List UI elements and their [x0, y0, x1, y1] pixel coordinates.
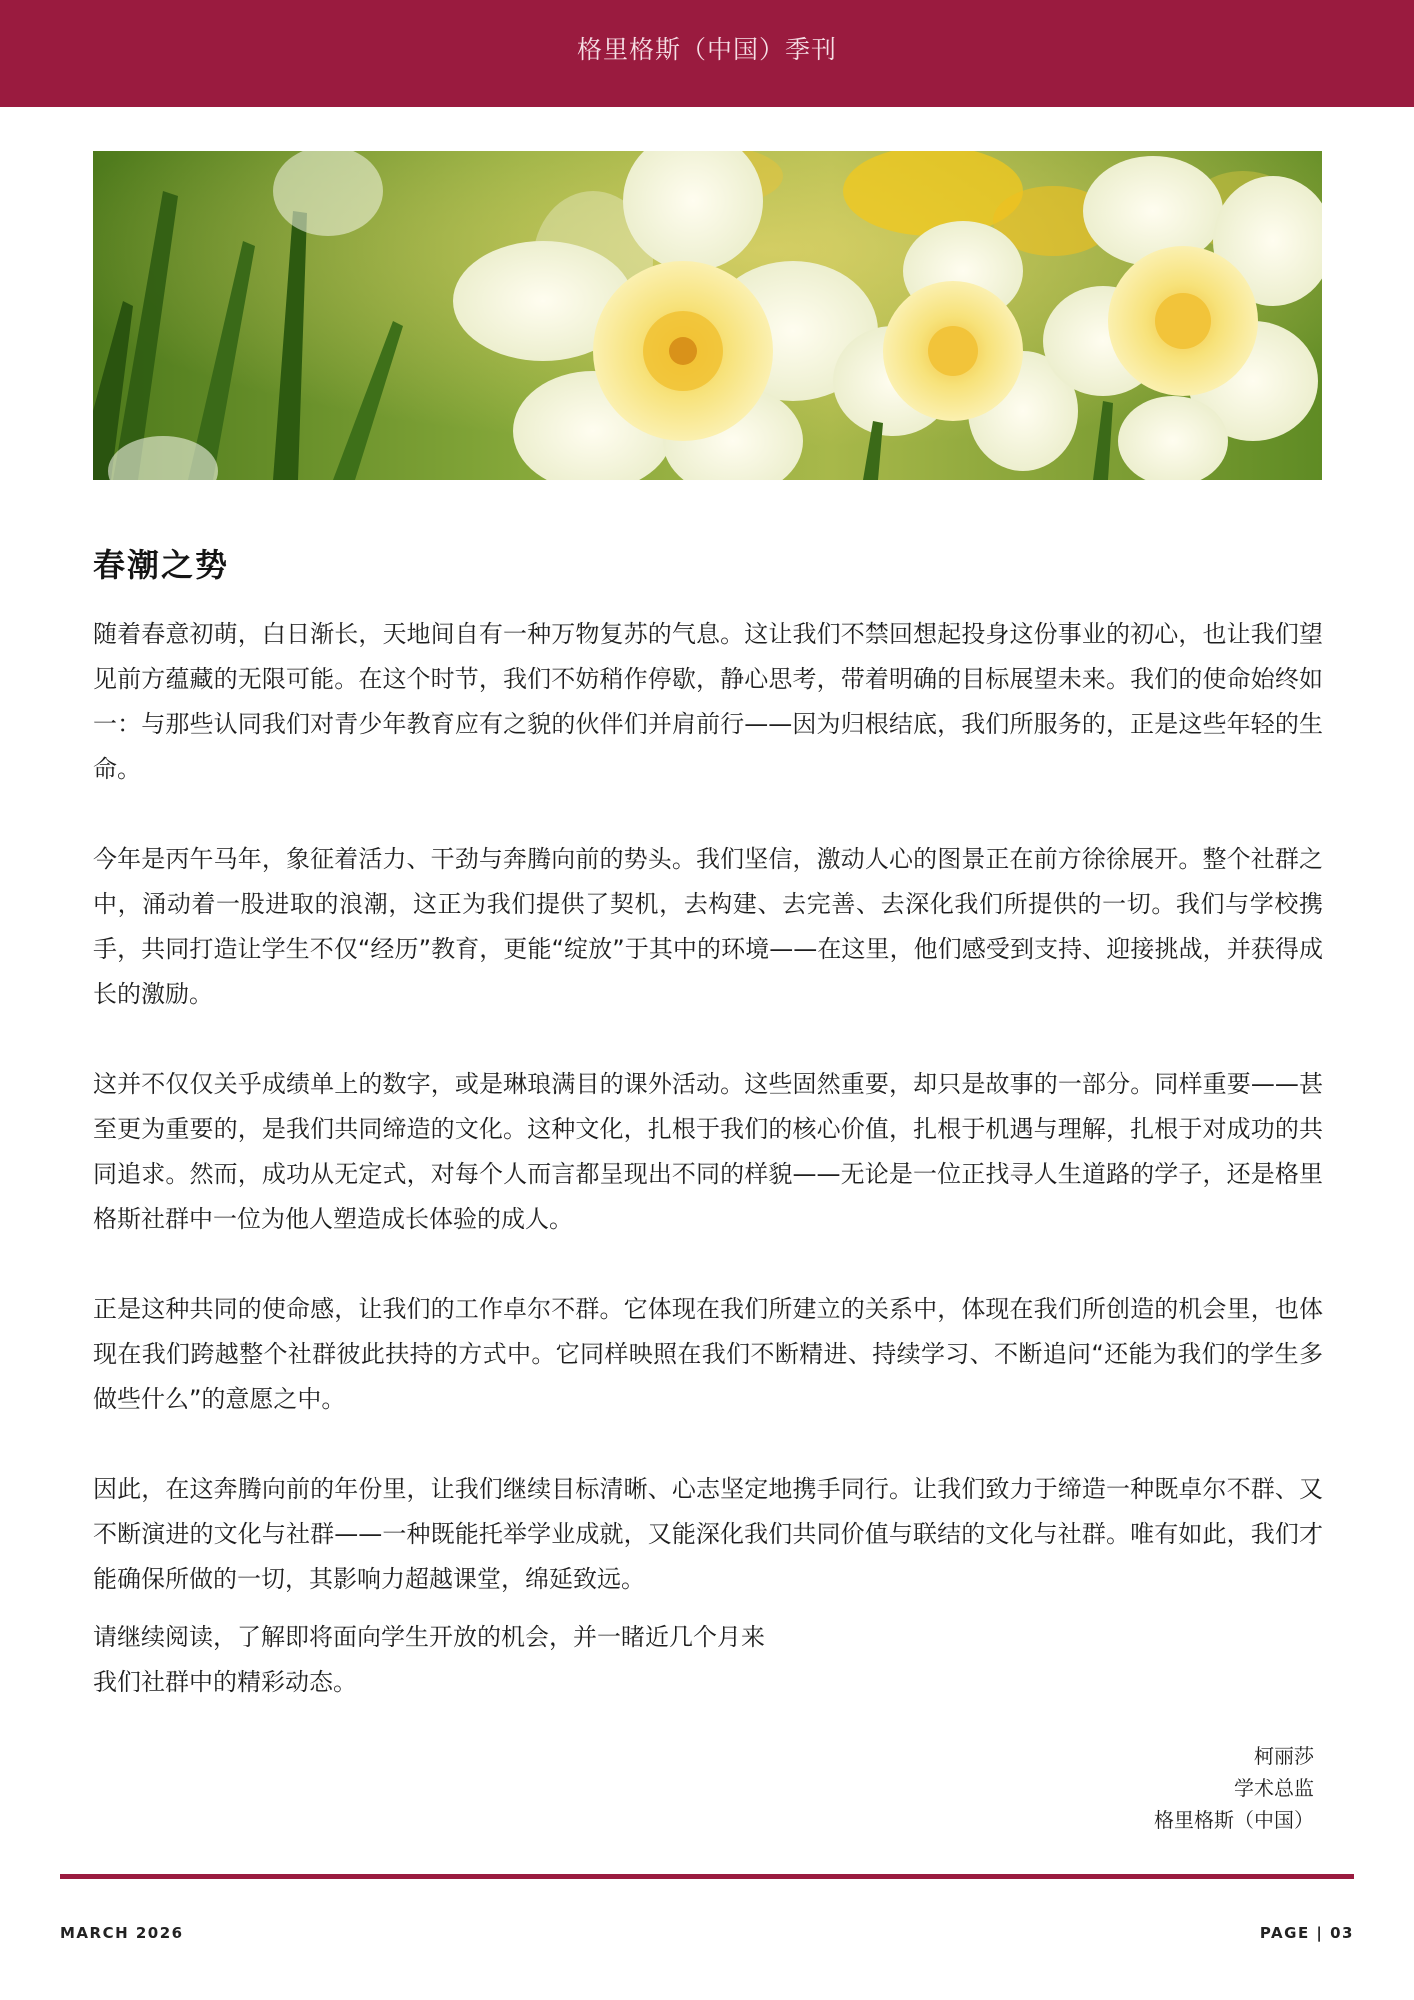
- publication-title: 格里格斯（中国）季刊: [576, 35, 837, 64]
- article-paragraph: 正是这种共同的使命感，让我们的工作卓尔不群。它体现在我们所建立的关系中，体现在我们所创造的机会里，也体现在我们跨越整个社群彼此扶持的方式中。它同样映照在我们不断精进、持续学习、不断追问“还能为我们的学生多做些什么”的意愿之中。: [93, 1295, 1323, 1413]
- closing-line: 我们社群中的精彩动态。: [93, 1668, 357, 1696]
- article-paragraph: 今年是丙午马年，象征着活力、干劲与奔腾向前的势头。我们坚信，激动人心的图景正在前方徐徐展开。整个社群之中，涌动着一股进取的浪潮，这正为我们提供了契机，去构建、去完善、去深化我们所提供的一切。我们与学校携手，共同打造让学生不仅“经历”教育，更能“绽放”于其中的环境——在这里，他们感受到支持、迎接挑战，并获得成长的激励。: [93, 845, 1323, 1008]
- closing-line: 请继续阅读，了解即将面向学生开放的机会，并一睹近几个月来: [93, 1623, 765, 1651]
- footer-page-number: PAGE | 03: [1259, 1924, 1354, 1942]
- footer-date: MARCH 2026: [60, 1924, 184, 1942]
- signature-org: 格里格斯（中国）: [1154, 1808, 1314, 1832]
- daffodil-illustration: [93, 151, 1322, 480]
- signature-role: 学术总监: [1234, 1776, 1314, 1800]
- hero-image-daffodils: [93, 151, 1322, 480]
- article-paragraph: 因此，在这奔腾向前的年份里，让我们继续目标清晰、心志坚定地携手同行。让我们致力于缔造一种既卓尔不群、又不断演进的文化与社群——一种既能托举学业成就，又能深化我们共同价值与联结的文化与社群。唯有如此，我们才能确保所做的一切，其影响力超越课堂，绵延致远。: [93, 1475, 1323, 1593]
- article-paragraph: 随着春意初萌，白日渐长，天地间自有一种万物复苏的气息。这让我们不禁回想起投身这份事业的初心，也让我们望见前方蕴藏的无限可能。在这个时节，我们不妨稍作停歇，静心思考，带着明确的目标展望未来。我们的使命始终如一：与那些认同我们对青少年教育应有之貌的伙伴们并肩前行——因为归根结底，我们所服务的，正是这些年轻的生命。: [93, 620, 1323, 783]
- signature-block: [1154, 1740, 1314, 1836]
- article-paragraph: 这并不仅仅关乎成绩单上的数字，或是琳琅满目的课外活动。这些固然重要，却只是故事的一部分。同样重要——甚至更为重要的，是我们共同缔造的文化。这种文化，扎根于我们的核心价值，扎根于机遇与理解，扎根于对成功的共同追求。然而，成功从无定式，对每个人而言都呈现出不同的样貌——无论是一位正找寻人生道路的学子，还是格里格斯社群中一位为他人塑造成长体验的成人。: [93, 1070, 1323, 1233]
- footer-divider: [60, 1874, 1354, 1879]
- article-title: 春潮之势: [93, 546, 230, 584]
- closing-note: [93, 1615, 993, 1705]
- article-body: [93, 612, 1323, 1602]
- signature-name: 柯丽莎: [1254, 1744, 1314, 1768]
